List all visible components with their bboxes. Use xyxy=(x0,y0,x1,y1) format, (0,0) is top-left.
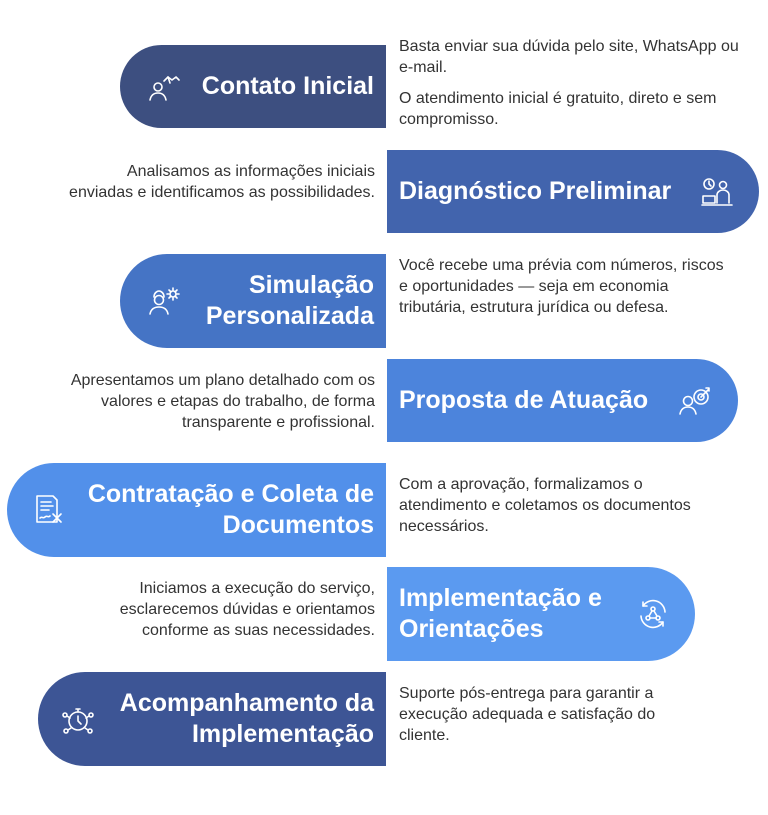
process-cycle-icon xyxy=(635,596,671,632)
step-5-description-line: Com a aprovação, formalizamos o atendimento e coletamos os documentos necessários. xyxy=(399,476,691,535)
person-gear-icon xyxy=(146,283,182,319)
person-target-icon xyxy=(677,383,713,419)
step-1-description xyxy=(399,36,754,130)
step-7-description-line: Suporte pós-entrega para garantir a execução adequada e satisfação do cliente. xyxy=(399,685,656,744)
step-2-description-line: Analisamos as informações iniciais enviadas e identificamos as possibilidades. xyxy=(69,163,375,201)
step-7-title: Acompanhamento da Implementação xyxy=(119,689,374,748)
analysis-person-icon xyxy=(699,174,735,210)
step-2-description xyxy=(60,161,375,203)
step-3-title: Simulação Personalizada xyxy=(205,271,374,330)
step-6-description xyxy=(80,578,375,641)
step-7-description xyxy=(399,683,679,746)
step-3-description-line: Você recebe uma prévia com números, riscos e oportunidades — seja em economia tributária, estrutura jurídica ou defesa. xyxy=(399,257,724,316)
step-6-title: Implementação e Orientações xyxy=(399,584,602,643)
step-1-title: Contato Inicial xyxy=(201,72,374,100)
step-6-description-line: Iniciamos a execução do serviço, esclarecemos dúvidas e orientamos conforme as suas necessidades. xyxy=(119,580,375,639)
step-4-title: Proposta de Atuação xyxy=(399,386,649,414)
step-3-description xyxy=(399,255,729,318)
step-5-pill xyxy=(7,463,386,557)
step-2-pill xyxy=(387,150,759,233)
step-4-description xyxy=(30,370,375,433)
step-6-pill xyxy=(387,567,695,661)
step-7-pill xyxy=(38,672,386,766)
step-5-title: Contratação e Coleta de Documentos xyxy=(87,480,374,539)
step-4-description-line: Apresentamos um plano detalhado com os valores e etapas do trabalho, de forma transparente e profissional. xyxy=(70,372,375,431)
step-5-description xyxy=(399,474,699,537)
step-1-description-line: O atendimento inicial é gratuito, direto e sem compromisso. xyxy=(399,90,717,128)
handshake-person-icon xyxy=(146,69,182,105)
stopwatch-network-icon xyxy=(60,701,96,737)
step-4-pill xyxy=(387,359,738,442)
contract-document-icon xyxy=(31,492,67,528)
step-3-pill xyxy=(120,254,386,348)
step-1-description-line: Basta enviar sua dúvida pelo site, WhatsApp ou e-mail. xyxy=(399,38,739,76)
step-2-title: Diagnóstico Preliminar xyxy=(399,177,672,205)
step-1-pill xyxy=(120,45,386,128)
